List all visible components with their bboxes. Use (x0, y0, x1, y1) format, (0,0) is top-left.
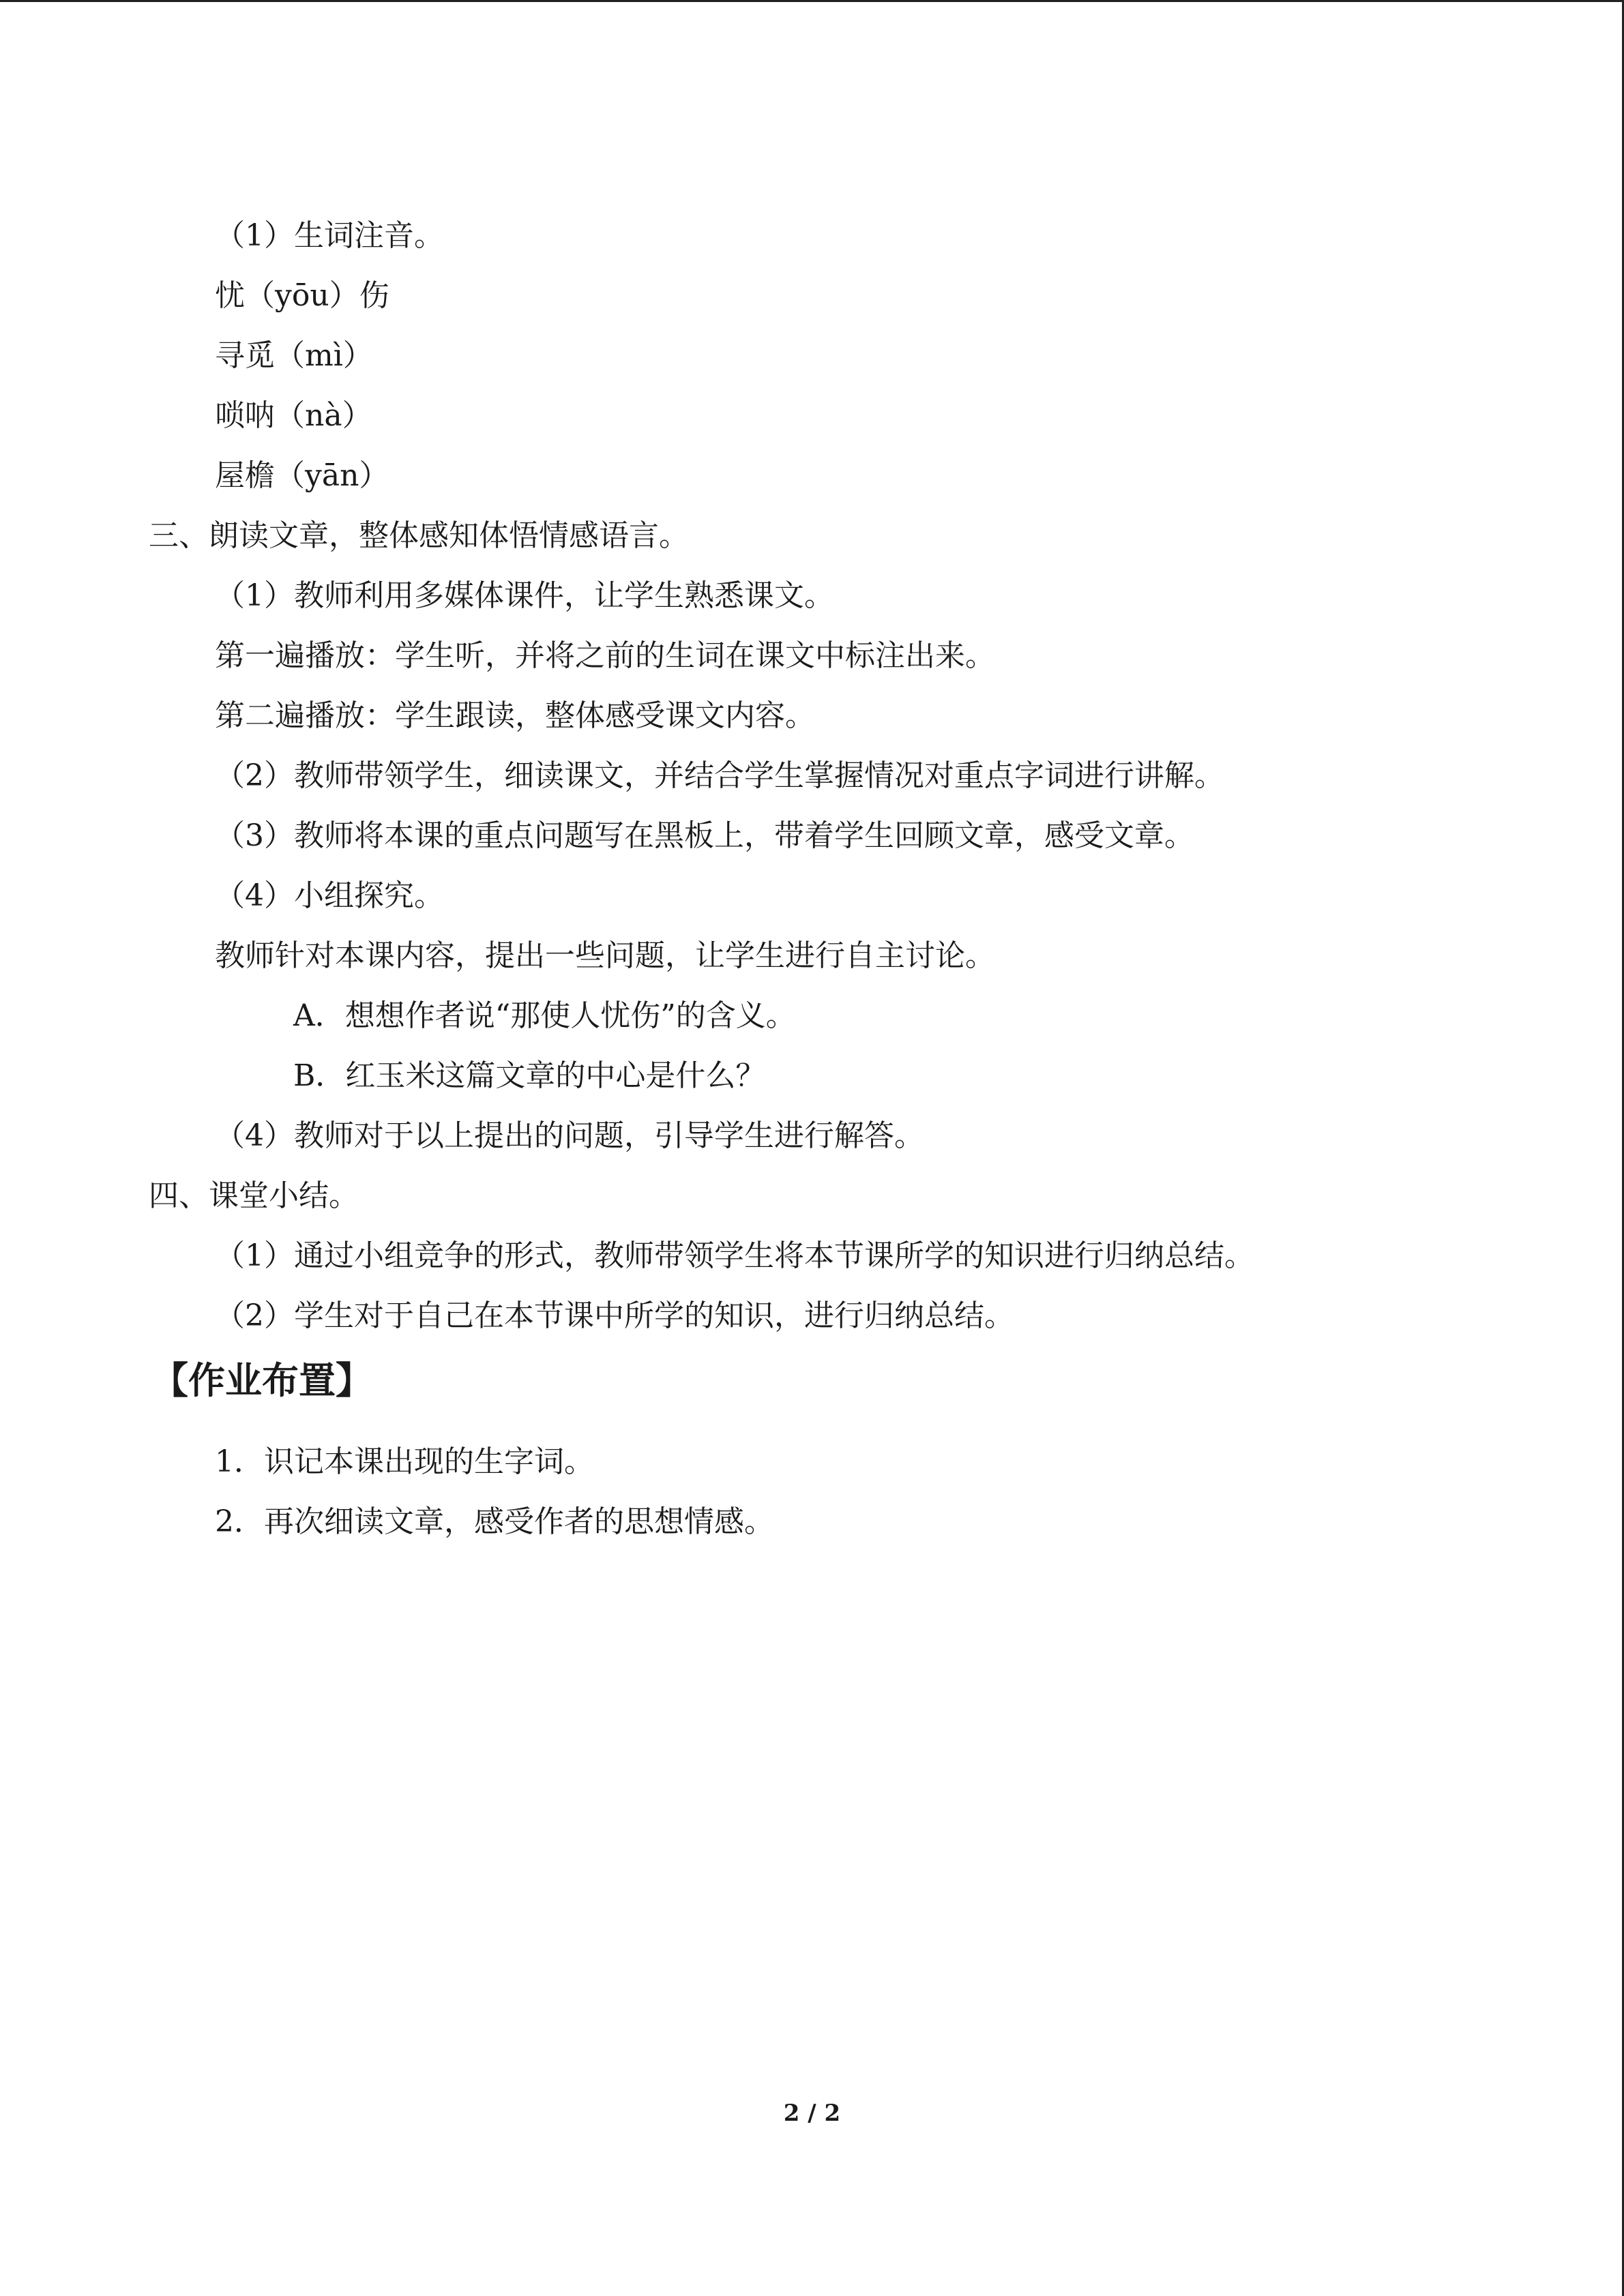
body-line-step-3: （3）教师将本课的重点问题写在黑板上，带着学生回顾文章，感受文章。 (215, 818, 1194, 853)
section-three-heading: 三、朗读文章，整体感知体悟情感语言。 (149, 518, 689, 553)
page-number: 2 / 2 (783, 2100, 841, 2127)
homework-item-2: 2．再次细读文章，感受作者的思想情感。 (215, 1504, 774, 1539)
body-line-summary-1: （1）通过小组竞争的形式，教师带领学生将本节课所学的知识进行归纳总结。 (215, 1238, 1254, 1273)
body-line-step-1: （1）教师利用多媒体课件，让学生熟悉课文。 (215, 578, 834, 613)
body-line-word-3: 唢呐（nà） (215, 398, 372, 433)
body-line-word-4: 屋檐（yān） (215, 458, 389, 493)
body-line-answer: （4）教师对于以上提出的问题，引导学生进行解答。 (215, 1118, 924, 1153)
top-border (0, 0, 1624, 2)
question-a: A．想想作者说“那使人忧伤”的含义。 (293, 998, 796, 1033)
question-b: B．红玉米这篇文章的中心是什么？ (293, 1058, 766, 1093)
body-line-word-1: 忧（yōu）伤 (215, 278, 389, 313)
homework-item-1: 1．识记本课出现的生字词。 (215, 1444, 594, 1479)
body-line-word-2: 寻觅（mì） (215, 338, 373, 373)
body-line-step-2: （2）教师带领学生，细读课文，并结合学生掌握情况对重点字词进行讲解。 (215, 758, 1224, 793)
body-line-summary-2: （2）学生对于自己在本节课中所学的知识，进行归纳总结。 (215, 1298, 1014, 1333)
homework-heading: 【作业布置】 (151, 1359, 372, 1402)
body-line-step-4: （4）小组探究。 (215, 878, 444, 913)
section-four-heading: 四、课堂小结。 (149, 1178, 359, 1213)
body-line-discussion: 教师针对本课内容，提出一些问题，让学生进行自主讨论。 (215, 938, 995, 973)
body-line-vocab-heading: （1）生词注音。 (215, 218, 444, 253)
body-line-second-play: 第二遍播放：学生跟读，整体感受课文内容。 (215, 698, 815, 733)
body-line-first-play: 第一遍播放：学生听，并将之前的生词在课文中标注出来。 (215, 638, 995, 673)
